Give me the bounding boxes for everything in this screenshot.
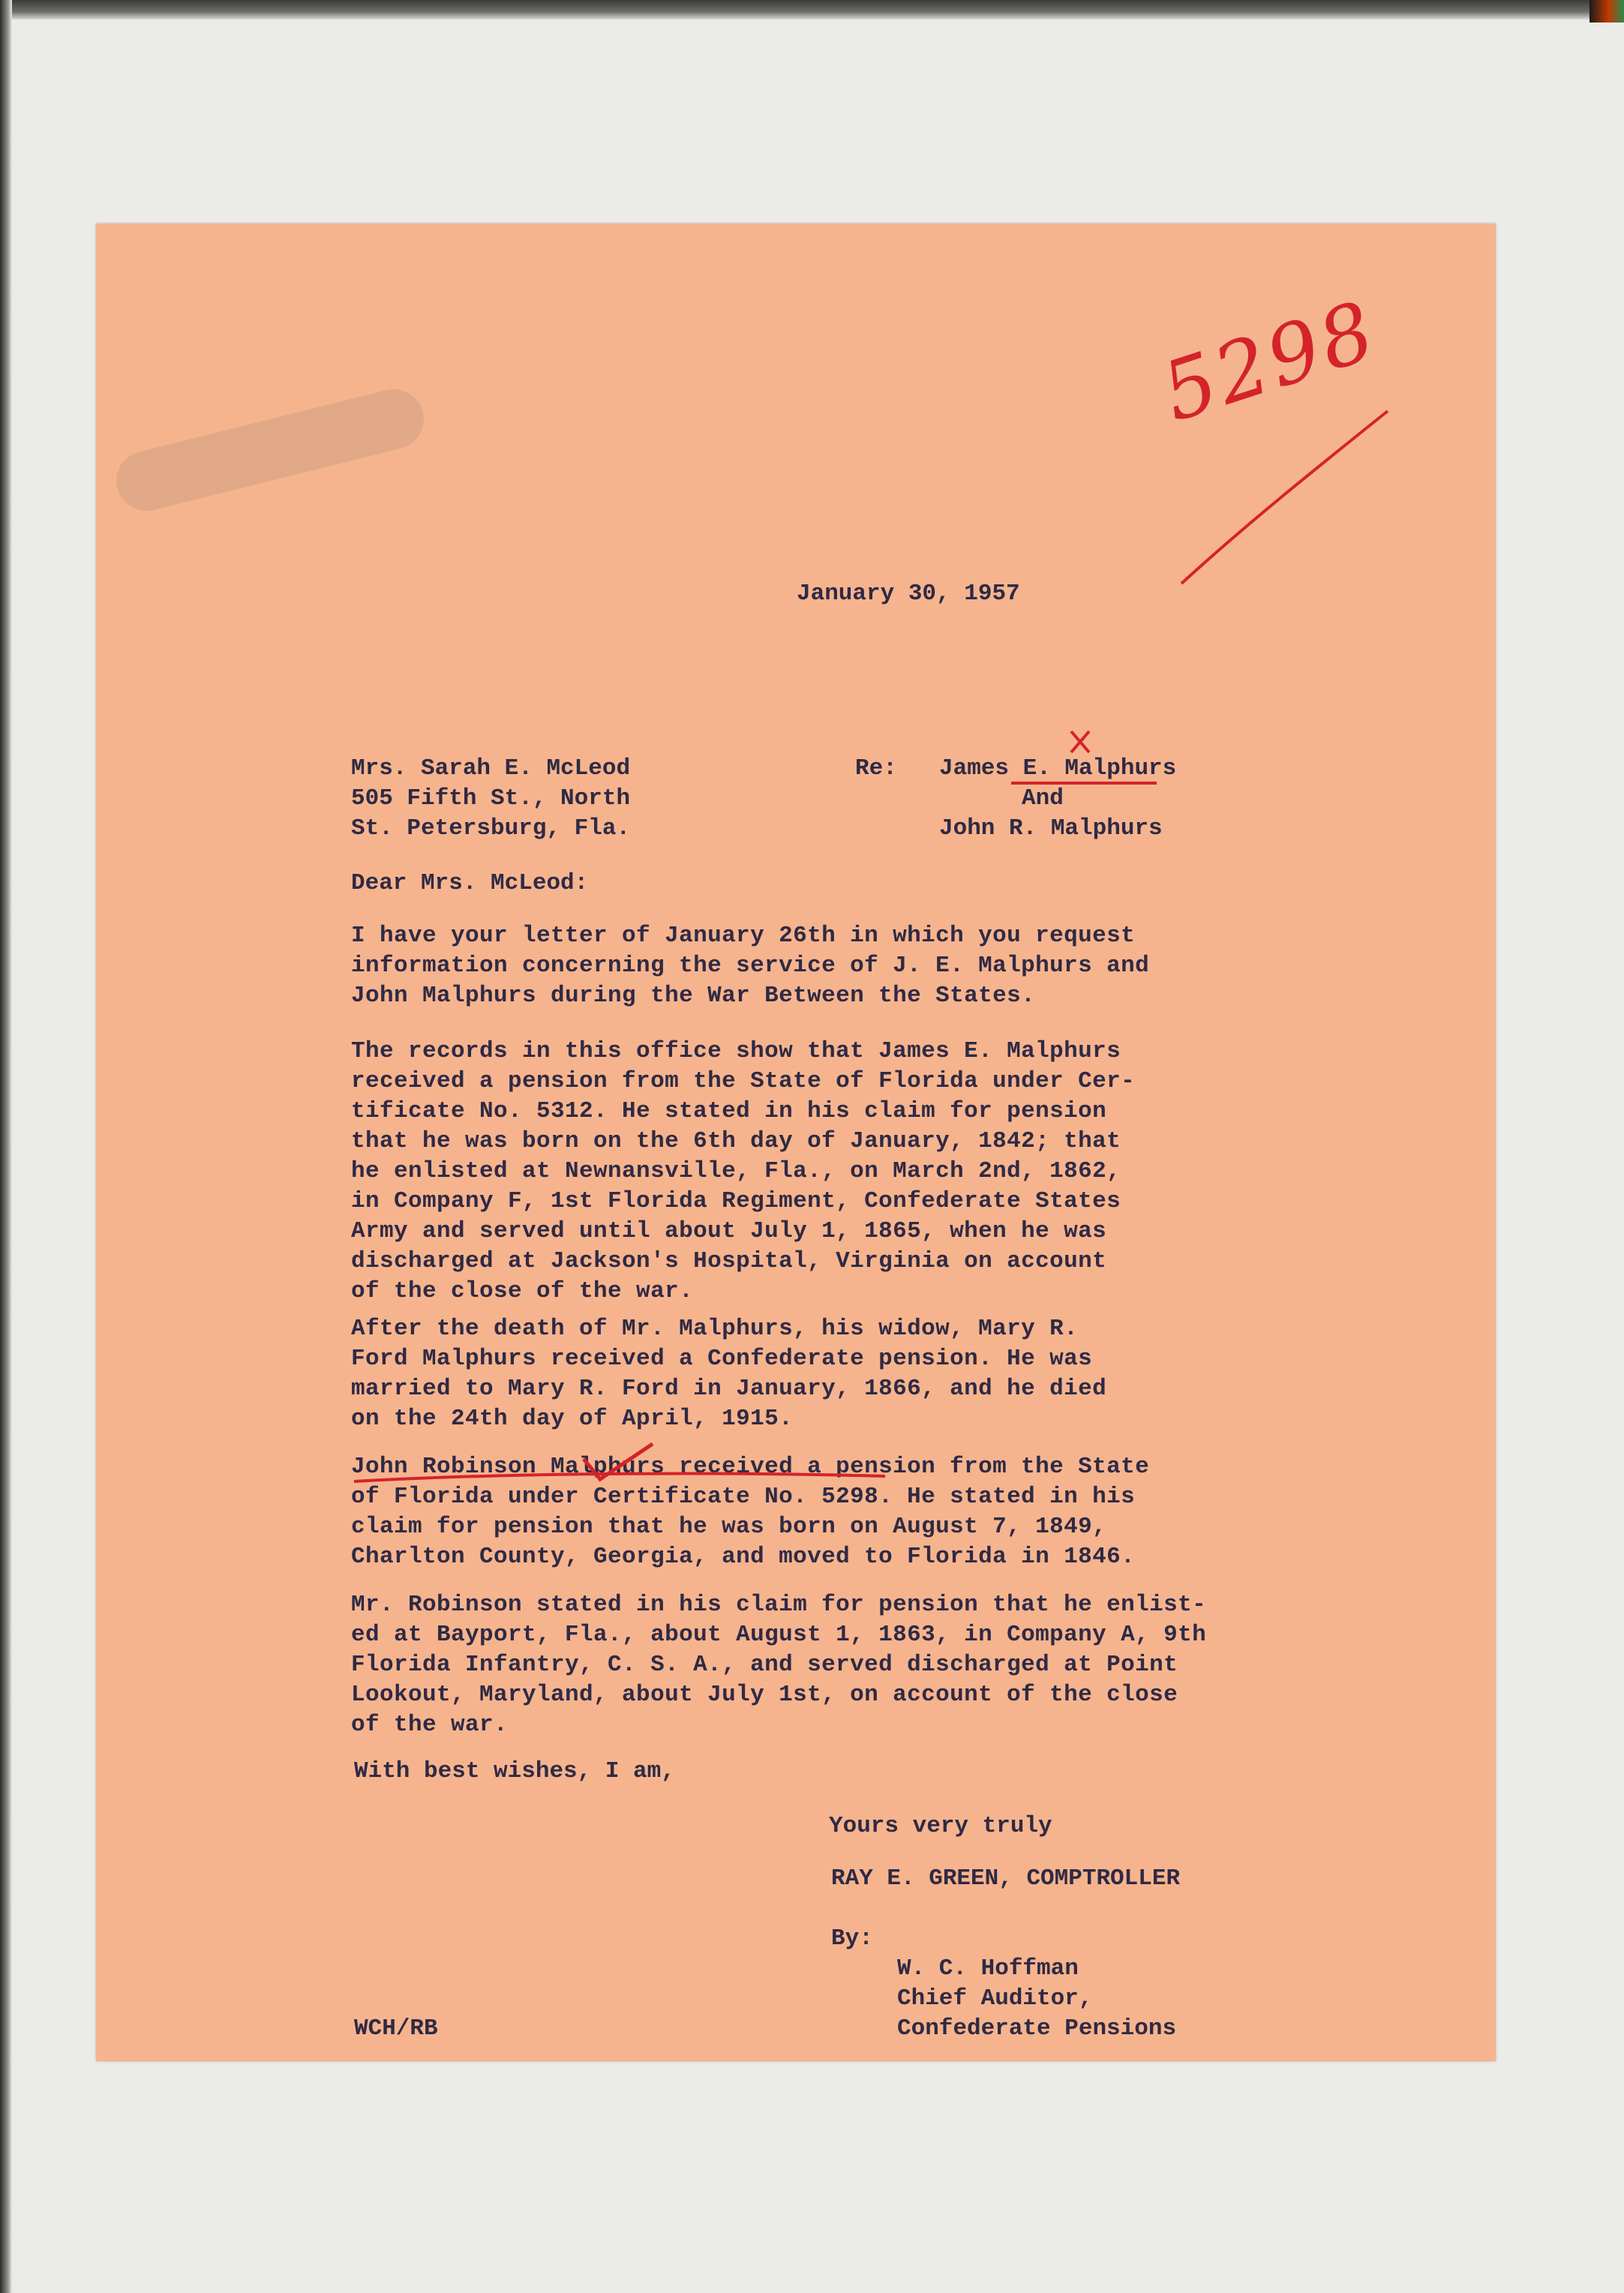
complimentary-close: Yours very truly [829,1813,1052,1839]
reference-initials: WCH/RB [354,2015,438,2042]
paragraph-5: Mr. Robinson stated in his claim for pension that he enlist- ed at Bayport, Fla., about August 1, 1863, in Company A, 9th Florida Infantry, C. S. A., and served discharged at Point Lookout, Maryland, about July 1st, on account of the close of the war. [351,1592,1207,1738]
re-line-3: John R. Malphurs [939,815,1163,842]
letter-date: January 30, 1957 [797,581,1020,607]
paragraph-1: I have your letter of January 26th in which you request information concerning the service of J. E. Malphurs and John Malphurs during the War Between the States. [351,923,1150,1009]
signer-name: W. C. Hoffman [897,1955,1079,1982]
closing-wish: With best wishes, I am, [354,1758,675,1784]
handwritten-file-number: 5298 [1151,284,1388,440]
recipient-city: St. Petersburg, Fla. [351,815,631,842]
signer-department: Confederate Pensions [897,2015,1177,2042]
recipient-name: Mrs. Sarah E. McLeod [351,755,631,782]
by-label: By: [831,1925,873,1952]
signatory-org: RAY E. GREEN, COMPTROLLER [831,1865,1181,1892]
scan-left-edge [0,0,12,2293]
paragraph-2: The records in this office show that James E. Malphurs received a pension from the State of Florida under Cer- tificate No. 5312. He stated in his claim for pension that he was born on the 6th day of January, 1842; that he enlisted at Newnansville, Fla., on March 2nd, 1862, in Company F, 1st Florida Regiment, Confederate States Army and served until about July 1, 1865, when he was discharged at Jackson's Hospital, Virginia on account of the close of the war. [351,1038,1136,1304]
paragraph-3: After the death of Mr. Malphurs, his widow, Mary R. Ford Malphurs received a Confederate pension. He was married to Mary R. Ford in January, 1866, and he died on the 24th day of April, 1915. [351,1316,1107,1432]
re-label: Re: [855,755,897,782]
paragraph-4: John Robinson Malphurs received a pension from the State of Florida under Certificate No. 5298. He stated in his claim for pension that he was born on August 7, 1849, Charlton County, Georgia, and moved to Florida in 1846. [351,1454,1150,1570]
scan-top-edge [0,0,1624,20]
re-line-1: James E. Malphurs [939,755,1177,782]
signer-title: Chief Auditor, [897,1985,1093,2012]
re-line-2: And [1022,785,1064,812]
recipient-street: 505 Fifth St., North [351,785,631,812]
scan-corner-mark [1589,0,1624,23]
salutation: Dear Mrs. McLeod: [351,870,589,896]
